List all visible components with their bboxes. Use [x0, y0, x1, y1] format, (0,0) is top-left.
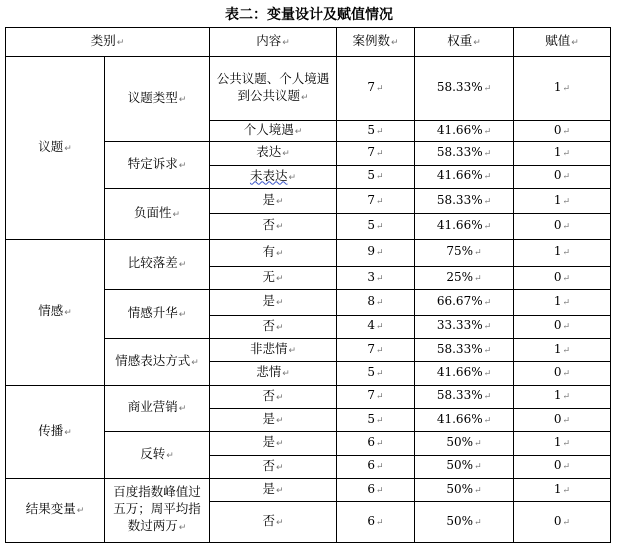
subcategory-label: 议题类型↵ — [105, 57, 210, 142]
weight-cell: 58.33%↵ — [415, 57, 514, 121]
weight-cell: 50%↵ — [415, 502, 514, 543]
cases-cell: 7↵ — [337, 142, 415, 165]
value-cell: 1↵ — [514, 385, 611, 408]
cases-cell: 6↵ — [337, 432, 415, 455]
value-cell: 0↵ — [514, 315, 611, 338]
cases-cell: 5↵ — [337, 165, 415, 188]
variable-table — [5, 27, 611, 543]
subcategory-label: 情感升华↵ — [105, 290, 210, 339]
weight-cell: 41.66%↵ — [415, 362, 514, 385]
table-row — [6, 478, 611, 501]
content-cell: 是↵ — [210, 290, 337, 315]
cases-cell: 9↵ — [337, 239, 415, 266]
group-label: 结果变量↵ — [6, 478, 105, 542]
header-row — [6, 28, 611, 57]
value-cell: 1↵ — [514, 338, 611, 361]
cases-cell: 6↵ — [337, 478, 415, 501]
header-content: 内容↵ — [210, 28, 337, 57]
header-value: 赋值↵ — [514, 28, 611, 57]
content-cell: 未表达↵ — [210, 165, 337, 188]
subcategory-label: 反转↵ — [105, 432, 210, 479]
value-cell: 0↵ — [514, 266, 611, 289]
weight-cell: 33.33%↵ — [415, 315, 514, 338]
value-cell: 0↵ — [514, 455, 611, 478]
subcategory-label: 比较落差↵ — [105, 239, 210, 290]
content-cell: 否↵ — [210, 315, 337, 338]
content-cell: 个人境遇↵ — [210, 120, 337, 141]
value-cell: 1↵ — [514, 188, 611, 213]
table-title: 表二：变量设计及赋值情况 — [225, 7, 393, 23]
subcategory-label: 情感表达方式↵ — [105, 338, 210, 385]
value-cell: 1↵ — [514, 478, 611, 501]
value-cell: 1↵ — [514, 432, 611, 455]
value-cell: 0↵ — [514, 408, 611, 431]
value-cell: 0↵ — [514, 120, 611, 141]
subcategory-label: 负面性↵ — [105, 188, 210, 239]
cases-cell: 3↵ — [337, 266, 415, 289]
header-weight: 权重↵ — [415, 28, 514, 57]
group-label: 议题↵ — [6, 57, 105, 240]
weight-cell: 41.66%↵ — [415, 408, 514, 431]
cases-cell: 7↵ — [337, 338, 415, 361]
content-cell: 表达↵ — [210, 142, 337, 165]
cases-cell: 7↵ — [337, 385, 415, 408]
group-label: 传播↵ — [6, 385, 105, 478]
cases-cell: 6↵ — [337, 455, 415, 478]
content-cell: 否↵ — [210, 455, 337, 478]
weight-cell: 41.66%↵ — [415, 120, 514, 141]
value-cell: 0↵ — [514, 502, 611, 543]
weight-cell: 41.66%↵ — [415, 214, 514, 239]
cases-cell: 7↵ — [337, 188, 415, 213]
content-cell: 非悲情↵ — [210, 338, 337, 361]
weight-cell: 58.33%↵ — [415, 385, 514, 408]
value-cell: 1↵ — [514, 290, 611, 315]
value-cell: 0↵ — [514, 214, 611, 239]
weight-cell: 50%↵ — [415, 455, 514, 478]
weight-cell: 75%↵ — [415, 239, 514, 266]
weight-cell: 66.67%↵ — [415, 290, 514, 315]
subcategory-label: 百度指数峰值过五万；周平均指数过两万↵ — [105, 478, 210, 542]
weight-cell: 50%↵ — [415, 432, 514, 455]
content-cell: 是↵ — [210, 432, 337, 455]
weight-cell: 41.66%↵ — [415, 165, 514, 188]
cases-cell: 4↵ — [337, 315, 415, 338]
content-cell: 公共议题、个人境遇到公共议题↵ — [210, 57, 337, 121]
value-cell: 1↵ — [514, 142, 611, 165]
group-label: 情感↵ — [6, 239, 105, 385]
content-cell: 是↵ — [210, 408, 337, 431]
subcategory-label: 特定诉求↵ — [105, 142, 210, 189]
content-cell: 是↵ — [210, 188, 337, 213]
content-cell: 是↵ — [210, 478, 337, 501]
content-cell: 否↵ — [210, 214, 337, 239]
content-cell: 否↵ — [210, 502, 337, 543]
cases-cell: 5↵ — [337, 214, 415, 239]
content-cell: 悲情↵ — [210, 362, 337, 385]
subcategory-label: 商业营销↵ — [105, 385, 210, 432]
content-cell: 有↵ — [210, 239, 337, 266]
value-cell: 0↵ — [514, 165, 611, 188]
cases-cell: 5↵ — [337, 362, 415, 385]
weight-cell: 58.33%↵ — [415, 142, 514, 165]
cases-cell: 5↵ — [337, 408, 415, 431]
header-cases: 案例数↵ — [337, 28, 415, 57]
cases-cell: 6↵ — [337, 502, 415, 543]
value-cell: 1↵ — [514, 239, 611, 266]
content-cell: 否↵ — [210, 385, 337, 408]
content-cell: 无↵ — [210, 266, 337, 289]
cases-cell: 7↵ — [337, 57, 415, 121]
weight-cell: 58.33%↵ — [415, 338, 514, 361]
value-cell: 0↵ — [514, 362, 611, 385]
value-cell: 1↵ — [514, 57, 611, 121]
weight-cell: 50%↵ — [415, 478, 514, 501]
weight-cell: 58.33%↵ — [415, 188, 514, 213]
weight-cell: 25%↵ — [415, 266, 514, 289]
cases-cell: 5↵ — [337, 120, 415, 141]
table-row — [6, 385, 611, 408]
cases-cell: 8↵ — [337, 290, 415, 315]
header-category: 类别↵ — [6, 28, 210, 57]
table-row — [6, 57, 611, 121]
table-row — [6, 239, 611, 266]
